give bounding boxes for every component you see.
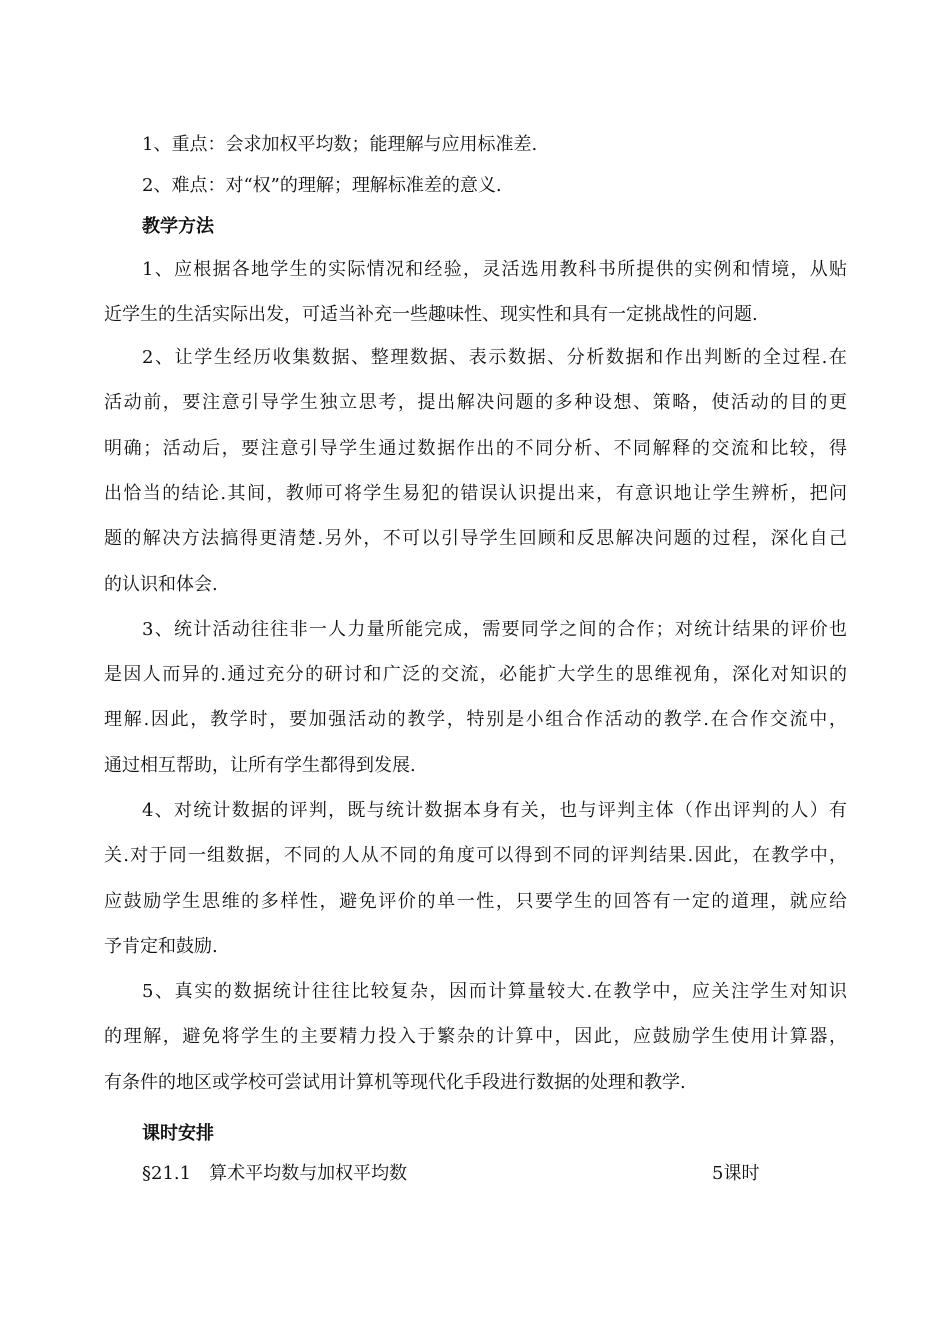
paragraph-line: 出恰当的结论.其间，教师可将学生易犯的错误认识提出来，有意识地让学生辨析，把问 xyxy=(104,483,847,504)
paragraph-line: 5、真实的数据统计往往比较复杂，因而计算量较大.在教学中，应关注学生对知识 xyxy=(142,981,847,1002)
paragraph-line: 3、统计活动往往非一人力量所能完成，需要同学之间的合作；对统计结果的评价也 xyxy=(142,619,847,640)
paragraph-line: 近学生的生活实际出发，可适当补充一些趣味性、现实性和具有一定挑战性的问题. xyxy=(104,304,758,325)
paragraph-line: 4、对统计数据的评判，既与统计数据本身有关，也与评判主体（作出评判的人）有 xyxy=(142,800,847,821)
focus-item: 1、重点：会求加权平均数；能理解与应用标准差. xyxy=(142,134,538,155)
paragraph-line: 的认识和体会. xyxy=(104,574,218,595)
paragraph-line: 活动前，要注意引导学生独立思考，提出解决问题的多种设想、策略，使活动的目的更 xyxy=(104,392,847,413)
paragraph-line: 是因人而异的.通过充分的研讨和广泛的交流，必能扩大学生的思维视角，深化对知识的 xyxy=(104,664,847,685)
methods-heading: 教学方法 xyxy=(142,216,214,237)
paragraph-line: 予肯定和鼓励. xyxy=(104,936,218,957)
paragraph-line: 应鼓励学生思维的多样性，避免评价的单一性，只要学生的回答有一定的道理，就应给 xyxy=(104,891,847,912)
paragraph-line: 理解.因此，教学时，要加强活动的教学，特别是小组合作活动的教学.在合作交流中， xyxy=(104,709,847,730)
paragraph-line: 题的解决方法搞得更清楚.另外，不可以引导学生回顾和反思解决问题的过程，深化自己 xyxy=(104,528,847,549)
schedule-section: §21.1 算术平均数与加权平均数 xyxy=(142,1163,408,1184)
difficulty-item: 2、难点：对“权”的理解；理解标准差的意义. xyxy=(142,175,502,196)
schedule-hours: 5课时 xyxy=(712,1163,760,1184)
paragraph-line: 的理解，避免将学生的主要精力投入于繁杂的计算中，因此，应鼓励学生使用计算器， xyxy=(104,1026,847,1047)
paragraph-line: 有条件的地区或学校可尝试用计算机等现代化手段进行数据的处理和教学. xyxy=(104,1072,686,1093)
paragraph-line: 关.对于同一组数据，不同的人从不同的角度可以得到不同的评判结果.因此，在教学中， xyxy=(104,845,847,866)
paragraph-line: 2、让学生经历收集数据、整理数据、表示数据、分析数据和作出判断的全过程.在 xyxy=(142,347,847,368)
paragraph-line: 1、应根据各地学生的实际情况和经验，灵活选用教科书所提供的实例和情境，从贴 xyxy=(142,259,847,280)
schedule-heading: 课时安排 xyxy=(142,1123,214,1144)
paragraph-line: 通过相互帮助，让所有学生都得到发展. xyxy=(104,755,416,776)
paragraph-line: 明确；活动后，要注意引导学生通过数据作出的不同分析、不同解释的交流和比较，得 xyxy=(104,438,847,459)
